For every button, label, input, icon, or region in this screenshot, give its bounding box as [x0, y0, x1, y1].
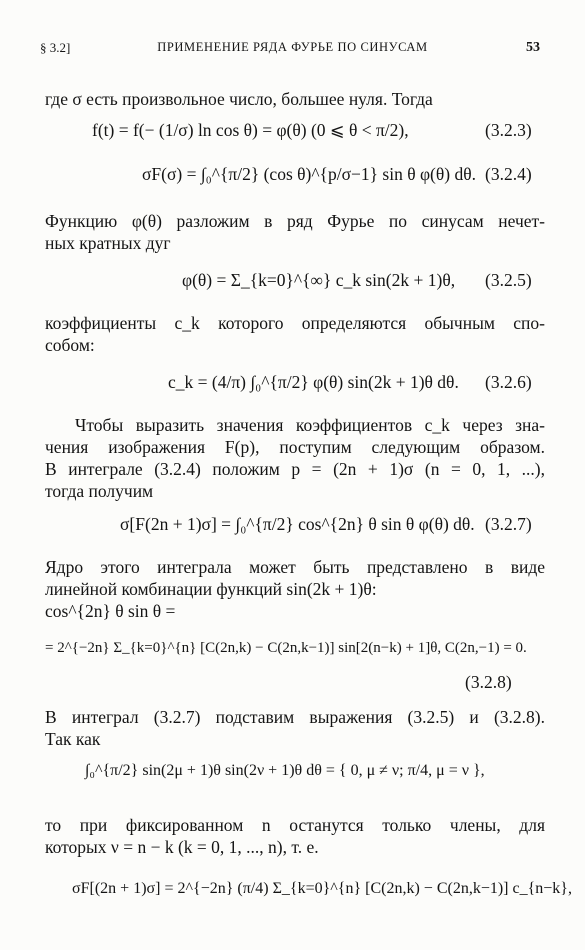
equation-number: (3.2.7) — [485, 514, 532, 534]
text-line: Функцию φ(θ) разложим в ряд Фурье по синусам нечет- — [45, 211, 545, 231]
text-line: В интеграл (3.2.7) подставим выражения (3.2.5) и (3.2.8). — [45, 707, 545, 727]
text-line: Ядро этого интеграла может быть представлено в виде — [45, 557, 545, 577]
equation-3-2-7: σ[F(2n + 1)σ] = ∫₀^{π/2} cos^{2n} θ sin θ φ(θ) dθ. — [120, 514, 475, 534]
equation-3-2-4: σF(σ) = ∫₀^{π/2} (cos θ)^{p/σ−1} sin θ φ(θ) dθ. — [142, 164, 476, 184]
text-line: тогда получим — [45, 481, 154, 501]
equation-number: (3.2.3) — [485, 120, 532, 140]
equation-3-2-8-line1: cos^{2n} θ sin θ = — [45, 601, 176, 621]
text-line: собом: — [45, 335, 95, 355]
text-line: Чтобы выразить значения коэффициентов c_k через зна- — [75, 415, 545, 435]
equation-number: (3.2.8) — [465, 672, 512, 692]
text-line: то при фиксированном n останутся только члены, для — [45, 815, 545, 835]
text-line: ных кратных дуг — [45, 233, 171, 253]
equation-number: (3.2.6) — [485, 372, 532, 392]
text-line: которых ν = n − k (k = 0, 1, ..., n), т. е. — [45, 837, 319, 857]
equation-final: σF[(2n + 1)σ] = 2^{−2n} (π/4) Σ_{k=0}^{n} [C(2n,k) − C(2n,k−1)] c_{n−k}, — [72, 880, 572, 897]
text-line: линейной комбинации функций sin(2k + 1)θ: — [45, 579, 377, 599]
text-line: где σ есть произвольное число, большее нуля. Тогда — [45, 89, 433, 109]
equation-3-2-8-line2: = 2^{−2n} Σ_{k=0}^{n} [C(2n,k) − C(2n,k−1)] sin[2(n−k) + 1]θ, C(2n,−1) = 0. — [45, 640, 527, 656]
equation-orthogonality: ∫₀^{π/2} sin(2μ + 1)θ sin(2ν + 1)θ dθ = { 0, μ ≠ ν; π/4, μ = ν }, — [85, 762, 485, 779]
equation-number: (3.2.4) — [485, 164, 532, 184]
page-number: 53 — [526, 40, 540, 55]
section-ref: § 3.2] — [40, 40, 71, 55]
equation-3-2-3: f(t) = f(− (1/σ) ln cos θ) = φ(θ) (0 ⩽ θ < π/2), — [92, 120, 409, 140]
equation-3-2-6: c_k = (4/π) ∫₀^{π/2} φ(θ) sin(2k + 1)θ dθ. — [168, 372, 459, 392]
text-line: В интеграле (3.2.4) положим p = (2n + 1)σ (n = 0, 1, ...), — [45, 459, 545, 479]
text-line: Так как — [45, 729, 101, 749]
equation-3-2-5: φ(θ) = Σ_{k=0}^{∞} c_k sin(2k + 1)θ, — [182, 270, 456, 290]
equation-number: (3.2.5) — [485, 270, 532, 290]
text-line: коэффициенты c_k которого определяются обычным спо- — [45, 313, 545, 333]
text-line: чения изображения F(p), поступим следующим образом. — [45, 437, 545, 457]
running-title: ПРИМЕНЕНИЕ РЯДА ФУРЬЕ ПО СИНУСАМ — [157, 40, 428, 54]
